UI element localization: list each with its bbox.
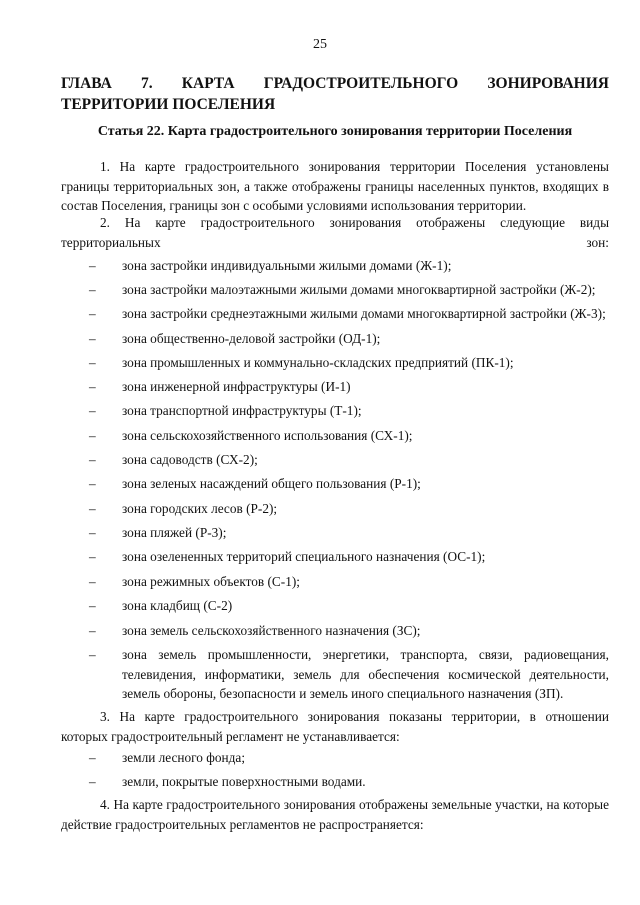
- zone-item-text: зона земель сельскохозяйственного назначения (ЗС);: [122, 623, 421, 638]
- dash-bullet: –: [89, 258, 96, 273]
- zone-item: [61, 572, 609, 592]
- dash-bullet: –: [89, 750, 96, 765]
- zone-item-text: зона транспортной инфраструктуры (Т-1);: [122, 403, 362, 418]
- zone-item: [61, 547, 609, 567]
- zone-item-text: зона застройки индивидуальными жилыми домами (Ж-1);: [122, 258, 452, 273]
- zone-item: [61, 304, 609, 324]
- dash-bullet: –: [89, 355, 96, 370]
- zone-item: [61, 353, 609, 373]
- zone-item: [61, 645, 609, 704]
- zone-item-text: зона инженерной инфраструктуры (И-1): [122, 379, 351, 394]
- zone-item-text: зона пляжей (Р-3);: [122, 525, 227, 540]
- zone-item-text: зона общественно-деловой застройки (ОД-1);: [122, 331, 381, 346]
- paragraph-4: 4. На карте градостроительного зонирования отображены земельные участки, на которые действие градостроительных регламентов не распространяется:: [61, 797, 609, 832]
- zone-item: [61, 621, 609, 641]
- excluded-land-item: [61, 748, 609, 768]
- article-title: Статья 22. Карта градостроительного зонирования территории Поселения: [97, 124, 573, 139]
- zone-item: [61, 329, 609, 349]
- dash-bullet: –: [89, 428, 96, 443]
- paragraph-3: 3. На карте градостроительного зонирования показаны территории, в отношении которых градостроительный регламент не устанавливается:: [61, 709, 609, 744]
- zone-item-text: зона зеленых насаждений общего пользования (Р-1);: [122, 476, 421, 491]
- zone-item-text: зона застройки малоэтажными жилыми домами многоквартирной застройки (Ж-2);: [122, 282, 596, 297]
- dash-bullet: –: [89, 501, 96, 516]
- dash-bullet: –: [89, 403, 96, 418]
- page-number: 25: [313, 37, 327, 52]
- zone-item-text: зона сельскохозяйственного использования (СХ-1);: [122, 428, 413, 443]
- dash-bullet: –: [89, 282, 96, 297]
- zone-item-text: зона кладбищ (С-2): [122, 598, 233, 613]
- zone-item: [61, 280, 609, 300]
- paragraph-2: 2. На карте градостроительного зонирования отображены следующие виды территориальных зон:: [61, 215, 609, 250]
- zone-item-text: зона озелененных территорий специального назначения (ОС-1);: [122, 549, 486, 564]
- zone-item: [61, 401, 609, 421]
- zone-item: [61, 523, 609, 543]
- dash-bullet: –: [89, 774, 96, 789]
- zone-item-text: зона промышленных и коммунально-складских предприятий (ПК-1);: [122, 355, 514, 370]
- dash-bullet: –: [89, 525, 96, 540]
- zone-item-text: зона земель промышленности, энергетики, транспорта, связи, радиовещания, телевидения, информатики, земель для обеспечения космической деятельности, земель обороны, безопасности и земель иного специального назначения (ЗП).: [122, 647, 609, 701]
- dash-bullet: –: [89, 598, 96, 613]
- dash-bullet: –: [89, 647, 96, 662]
- dash-bullet: –: [89, 331, 96, 346]
- zone-item: [61, 474, 609, 494]
- zone-item: [61, 377, 609, 397]
- zone-item-text: зона садоводств (СХ-2);: [122, 452, 258, 467]
- excluded-land-text: земли лесного фонда;: [122, 750, 246, 765]
- zone-item-text: зона режимных объектов (С-1);: [122, 574, 300, 589]
- zone-item: [61, 450, 609, 470]
- zone-item: [61, 596, 609, 616]
- dash-bullet: –: [89, 549, 96, 564]
- dash-bullet: –: [89, 306, 96, 321]
- dash-bullet: –: [89, 574, 96, 589]
- zone-item-text: зона застройки среднеэтажными жилыми домами многоквартирной застройки (Ж-3);: [122, 306, 606, 321]
- paragraph-1: 1. На карте градостроительного зонирования территории Поселения установлены границы территориальных зон, а также отображены границы населенных пунктов, входящих в состав Поселения, границы зон с особыми условиями использования территории.: [61, 159, 609, 213]
- dash-bullet: –: [89, 452, 96, 467]
- dash-bullet: –: [89, 623, 96, 638]
- dash-bullet: –: [89, 476, 96, 491]
- excluded-land-text: земли, покрытые поверхностными водами.: [122, 774, 366, 789]
- chapter-title: ГЛАВА 7. КАРТА ГРАДОСТРОИТЕЛЬНОГО ЗОНИРОВАНИЯ ТЕРРИТОРИИ ПОСЕЛЕНИЯ: [61, 75, 609, 113]
- excluded-land-item: [61, 772, 609, 792]
- zone-item-text: зона городских лесов (Р-2);: [122, 501, 278, 516]
- zone-item: [61, 426, 609, 446]
- zone-item: [61, 256, 609, 276]
- dash-bullet: –: [89, 379, 96, 394]
- zone-item: [61, 499, 609, 519]
